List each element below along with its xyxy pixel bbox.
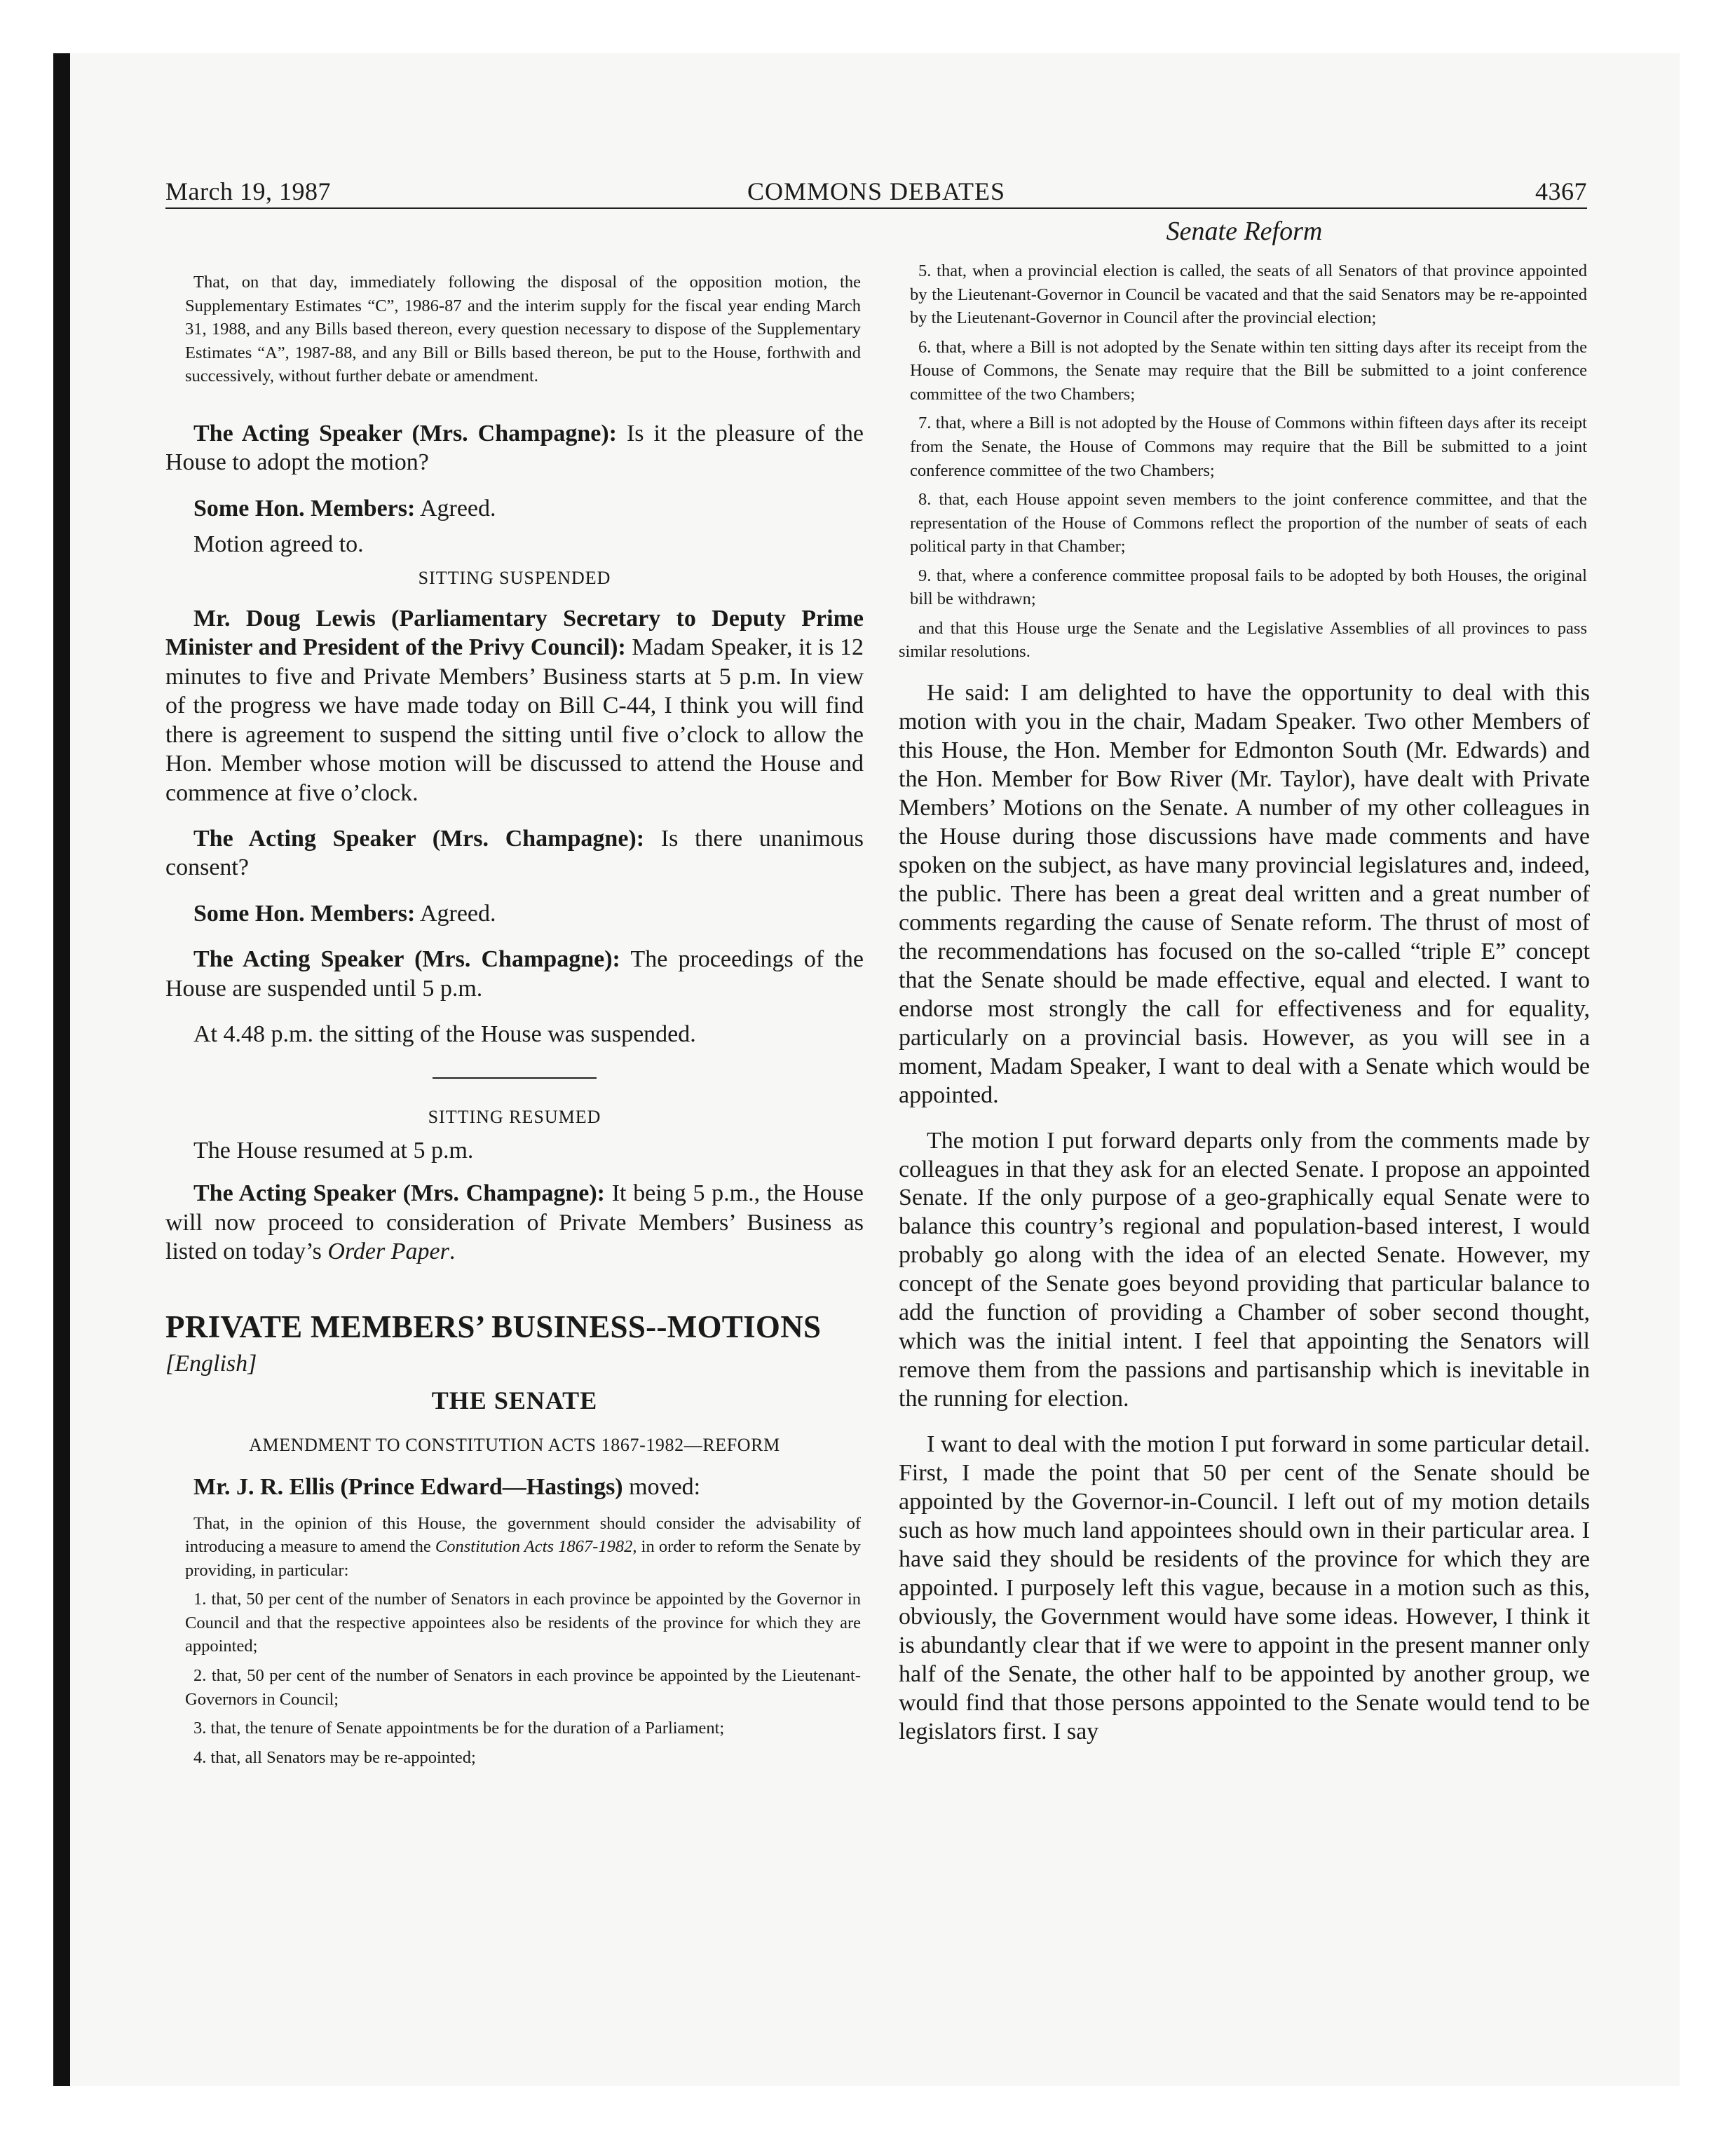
speaker-name: The Acting Speaker (Mrs. Champagne): xyxy=(193,1180,605,1207)
motion-intro xyxy=(165,1512,864,1583)
speaker-name: The Acting Speaker (Mrs. Champagne): xyxy=(193,946,620,973)
motion-intro-text: That, in the opinion of this House, the government should consider the advisability of introducing a measure to amend the xyxy=(185,1513,861,1557)
speech-text: The proceedings of the House are suspended until 5 p.m. xyxy=(165,946,864,1002)
speaker-name: Mr. Doug Lewis (Parliamentary Secretary to Deputy Prime Minister and President of the Privy Council): xyxy=(165,605,864,661)
speaker-name: The Acting Speaker (Mrs. Champagne): xyxy=(193,825,645,852)
amendment-heading: AMENDMENT TO CONSTITUTION ACTS 1867-1982—REFORM xyxy=(249,1434,780,1455)
motion-item-9: 9. that, where a conference committee proposal fails to be adopted by both Houses, the original bill be withdrawn; xyxy=(910,566,1587,609)
speech-paragraph xyxy=(165,945,864,1003)
speech-text: Madam Speaker, it is 12 minutes to five and Private Members’ Business starts at 5 p.m. In view of the progress we have made today on Bill C-44, I think you will find there is agreement to suspend the sitting until five o’clock to allow the Hon. Member whose motion will be discussed to attend the House and commence at five o’clock. xyxy=(165,634,864,806)
motion-item-4: 4. that, all Senators may be re-appointed; xyxy=(193,1747,476,1767)
motion-item-5: 5. that, when a provincial election is called, the seats of all Senators of that province appointed by the Lieutenant-Governor in Council be vacated and that the said Senators may be re-appointed by the Lieutenant-Governor in Council after the provincial election; xyxy=(910,261,1587,328)
mover-name: Mr. J. R. Ellis (Prince Edward—Hastings) xyxy=(193,1473,623,1500)
motion-item-6: 6. that, where a Bill is not adopted by the Senate within ten sitting days after its receipt from the House of Commons, the Senate may require that the Bill be submitted to a joint conference committee of the two Chambers; xyxy=(910,337,1587,404)
speech-paragraph-3: I want to deal with the motion I put forward in some particular detail. First, I made the point that 50 per cent of the Senate should be appointed by the Governor-in-Council. I left out of my motion details such as how much land appointees should own in their particular area. I have said they should be residents of the province for which they are appointed. I purposely left this vague, because in a motion such as this, obviously, the Government would have some ideas. However, I think it is abundantly clear that if we were to appoint in the present manner only half of the Senate, the other half to be appointed by another group, we would find that those persons appointed to the Senate would tend to be legislators first. I say xyxy=(899,1431,1590,1745)
left-column xyxy=(165,210,864,1775)
motion-item-1: 1. that, 50 per cent of the number of Senators in each province be appointed by the Governor in Council and that the respective appointees also be residents of the province for which they are appointed; xyxy=(185,1590,861,1656)
section-heading: PRIVATE MEMBERS’ BUSINESS--MOTIONS xyxy=(165,1309,822,1344)
right-column xyxy=(899,210,1590,1763)
motion-item-7: 7. that, where a Bill is not adopted by the House of Commons within fifteen days after its receipt from the Senate, the House of Commons may require that the Bill be submitted to a joint conference committee of the two Chambers; xyxy=(910,414,1587,480)
speech-paragraph-1: He said: I am delighted to have the opportunity to deal with this motion with you in the chair, Madam Speaker. Two other Members of this House, the Hon. Member for Edmonton South (Mr. Edwards) and the Hon. Member for Bow River (Mr. Taylor), have dealt with Private Members’ Motions on the Senate. A number of my other colleagues in the House during those discussions have made comments and have spoken on the subject, as have many provincial legislatures and, indeed, the public. There has been a great deal written and a great number of comments regarding the cause of Senate reform. The thrust of most of the recommendations has focused on the so-called “triple E” concept that the Senate should be made effective, equal and elected. I want to endorse most strongly the call for effectiveness and for equality, particularly on a provincial basis. However, as you will see in a moment, Madam Speaker, I want to deal with a Senate which would be appointed. xyxy=(899,680,1590,1108)
subject-heading: THE SENATE xyxy=(431,1386,598,1414)
sitting-suspended-heading: SITTING SUSPENDED xyxy=(418,567,611,588)
speech-text: Agreed. xyxy=(415,900,496,927)
speech-paragraph xyxy=(165,899,864,928)
speech-text: Is there unanimous consent? xyxy=(165,825,864,881)
section-divider xyxy=(433,1077,597,1079)
speaker-name: Some Hon. Members: xyxy=(193,900,416,927)
quoted-motion-text: That, on that day, immediately following the disposal of the opposition motion, the Supplementary Estimates “C”, 1986-87 and the interim supply for the fiscal year ending March 31, 1988, and any Bills based thereon, every question necessary to dispose of the Supplementary Estimates “A”, 1987-88, and any Bill or Bills based thereon, be put to the House, forthwith and successively, without further debate or amendment. xyxy=(185,273,861,386)
header-publication: COMMONS DEBATES xyxy=(747,177,1006,205)
header-rule xyxy=(165,207,1587,209)
motion-item-8: 8. that, each House appoint seven members to the joint conference committee, and that the representation of the House of Commons reflect the proportion of the number of seats of each political party in that Chamber; xyxy=(910,490,1587,557)
running-head: Senate Reform xyxy=(1166,217,1323,246)
speech-text: Agreed. xyxy=(415,495,496,521)
suspension-note: At 4.48 p.m. the sitting of the House was suspended. xyxy=(193,1021,696,1048)
motion-item-3: 3. that, the tenure of Senate appointments be for the duration of a Parliament; xyxy=(193,1719,725,1738)
speaker-name: Some Hon. Members: xyxy=(193,495,416,521)
language-tag: [English] xyxy=(165,1350,257,1377)
mover-text: moved: xyxy=(622,1473,701,1500)
speech-paragraph xyxy=(165,419,864,477)
speaker-name: The Acting Speaker (Mrs. Champagne): xyxy=(193,420,617,446)
motion-closing: and that this House urge the Senate and the Legislative Assemblies of all provinces to pass similar resolutions. xyxy=(899,618,1587,662)
speech-paragraph xyxy=(165,824,864,882)
header-page-number: 4367 xyxy=(1535,177,1587,205)
speech-text: Is it the pleasure of the House to adopt the motion? xyxy=(165,420,864,476)
motion-intro-text-end: , in order to reform the Senate by providing, in particular: xyxy=(185,1537,862,1580)
motion-agreed: Motion agreed to. xyxy=(193,531,364,558)
speech-paragraph-2: The motion I put forward departs only from the comments made by colleagues in that they ask for an elected Senate. I propose an appointed Senate. If the only purpose of a geo-graphically equal Senate were to balance this country’s regional and population-based interest, I would probably go along with the idea of an elected Senate. However, my concept of the Senate goes beyond providing that particular balance to add the function of providing a Chamber of sober second thought, which was the initial intent. I feel that appointing the Senators will remove them from the passions and partisanship which is inevitable in the running for election. xyxy=(899,1127,1590,1412)
page-header xyxy=(165,177,1587,209)
speech-paragraph xyxy=(165,494,864,523)
speech-paragraph xyxy=(165,604,864,807)
motion-item-2: 2. that, 50 per cent of the number of Senators in each province be appointed by the Lieutenant-Governors in Council; xyxy=(185,1666,861,1709)
mover-line xyxy=(193,1474,864,1501)
act-title: Constitution Acts 1867-1982 xyxy=(435,1537,633,1557)
header-date: March 19, 1987 xyxy=(165,177,331,205)
speech-paragraph xyxy=(165,1179,864,1266)
sitting-resumed-heading: SITTING RESUMED xyxy=(428,1106,601,1127)
resumption-note: The House resumed at 5 p.m. xyxy=(193,1137,474,1164)
scan-edge-shadow xyxy=(53,53,70,2086)
speech-text: It being 5 p.m., the House will now proceed to consideration of Private Members’ Business as listed on today’s xyxy=(165,1180,864,1265)
order-paper-title: Order Paper xyxy=(327,1239,449,1265)
speech-text-end: . xyxy=(449,1239,456,1265)
